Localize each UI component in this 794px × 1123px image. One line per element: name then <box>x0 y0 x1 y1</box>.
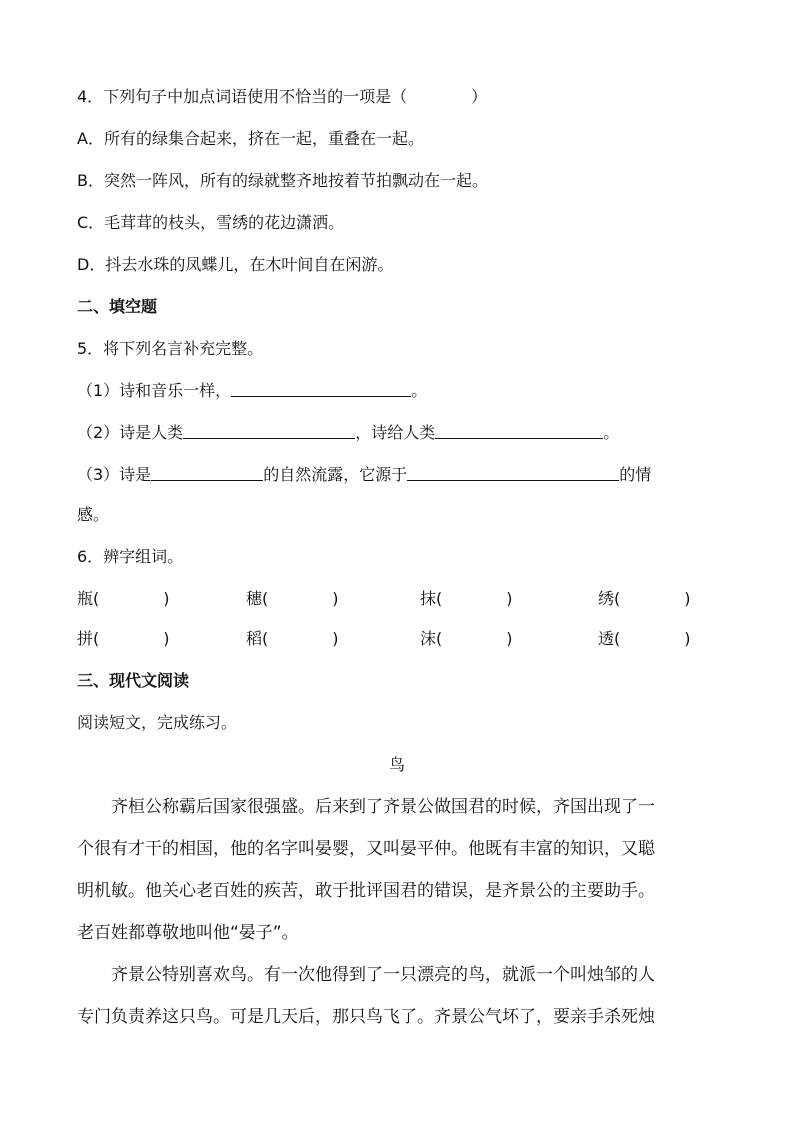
q5-item3-suffix: 的情 <box>619 465 652 484</box>
q6-row1-cell-4: 绣( ) <box>598 589 691 608</box>
passage-paragraph-1-line-1: 齐桓公称霸后国家很强盛。后来到了齐景公做国君的时候，齐国出现了一 <box>77 797 655 817</box>
question-5-item-1 <box>77 380 714 402</box>
q6-row2-cell-2: 稻( ) <box>246 629 339 648</box>
reading-instruction: 阅读短文，完成练习。 <box>77 713 238 732</box>
q6-row1-cell-2: 穗( ) <box>246 589 339 608</box>
question-5-item-2 <box>77 422 714 444</box>
q5-item3-middle: 的自然流露，它源于 <box>263 465 408 484</box>
question-4-option-d: D．抖去水珠的凤蝶儿，在木叶间自在闲游。 <box>77 255 394 274</box>
passage-paragraph-2-line-1: 齐景公特别喜欢鸟。有一次他得到了一只漂亮的鸟，就派一个叫烛邹的人 <box>77 965 655 985</box>
q5-item2-blank-1[interactable] <box>183 424 355 439</box>
q5-item1-suffix: 。 <box>411 381 428 400</box>
question-4-option-a: A．所有的绿集合起来，挤在一起，重叠在一起。 <box>77 129 424 148</box>
q5-item2-prefix: （2）诗是人类 <box>77 423 184 442</box>
q6-row1-cell-3: 抹( ) <box>420 589 513 608</box>
q6-row2-cell-3: 沫( ) <box>420 629 513 648</box>
q6-row1-cell-1: 瓶( ) <box>77 589 170 608</box>
passage-paragraph-1-line-4: 老百姓都尊敬地叫他“晏子”。 <box>77 923 299 943</box>
question-6-stem: 6．辨字组词。 <box>77 547 184 566</box>
passage-paragraph-1-line-3: 明机敏。他关心老百姓的疾苦，敢于批评国君的错误，是齐景公的主要助手。 <box>77 881 655 901</box>
question-4-stem: 4．下列句子中加点词语使用不恰当的一项是（ ） <box>77 87 488 106</box>
q6-row2-cell-1: 拼( ) <box>77 629 170 648</box>
question-4-option-b: B．突然一阵风，所有的绿就整齐地按着节拍飘动在一起。 <box>77 171 488 190</box>
q6-row2-cell-4: 透( ) <box>598 629 691 648</box>
q5-item2-suffix: 。 <box>603 423 620 442</box>
question-5-item-3 <box>77 464 714 486</box>
q5-item3-blank-1[interactable] <box>151 466 263 481</box>
passage-paragraph-2-line-2: 专门负责养这只鸟。可是几天后，那只鸟飞了。齐景公气坏了，要亲手杀死烛 <box>77 1007 655 1027</box>
question-4-option-c: C．毛茸茸的枝头，雪绣的花边潇洒。 <box>77 213 345 232</box>
question-5-item-3-continuation: 感。 <box>77 505 110 524</box>
section-3-heading: 三、现代文阅读 <box>77 671 190 690</box>
passage-title: 鸟 <box>388 755 405 774</box>
q5-item1-blank[interactable] <box>231 382 411 397</box>
q5-item1-prefix: （1）诗和音乐一样， <box>77 381 232 400</box>
q5-item2-blank-2[interactable] <box>435 424 603 439</box>
section-2-heading: 二、填空题 <box>77 297 158 316</box>
question-5-stem: 5．将下列名言补充完整。 <box>77 339 264 358</box>
q5-item3-prefix: （3）诗是 <box>77 465 152 484</box>
passage-paragraph-1-line-2: 个很有才干的相国，他的名字叫晏婴，又叫晏平仲。他既有丰富的知识，又聪 <box>77 839 655 859</box>
q5-item3-blank-2[interactable] <box>407 466 619 481</box>
q5-item2-middle: ，诗给人类 <box>355 423 436 442</box>
